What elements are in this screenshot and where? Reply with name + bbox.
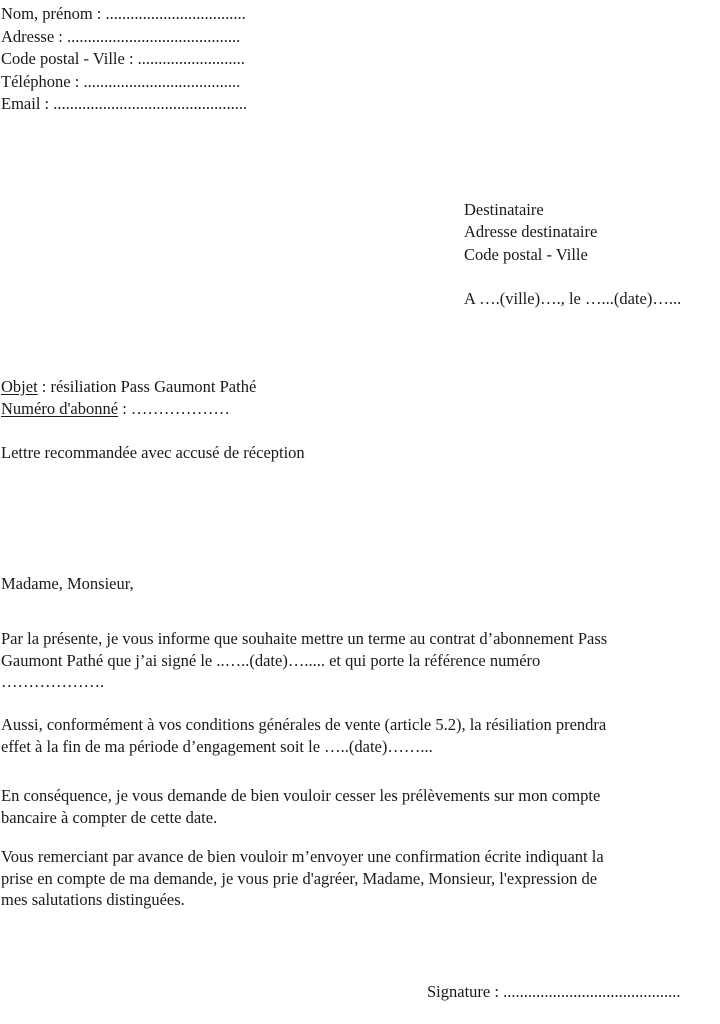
object-value: : résiliation Pass Gaumont Pathé	[37, 377, 257, 396]
paragraph-terms-reference	[1, 714, 606, 757]
recipient-postal-city: Code postal - Ville	[464, 244, 588, 264]
place-date-line: A ….(ville)…., le …...(date)…...	[464, 289, 682, 308]
recipient-block	[464, 199, 597, 266]
paragraph-line: mes salutations distinguées.	[1, 890, 185, 909]
paragraph-line: Vous remerciant par avance de bien vouloir m’envoyer une confirmation écrite indiquant la	[1, 847, 604, 866]
salutation: Madame, Monsieur,	[1, 574, 134, 593]
subscriber-number-label: Numéro d'abonné	[1, 399, 119, 418]
paragraph-line: En conséquence, je vous demande de bien vouloir cesser les prélèvements sur mon compte	[1, 786, 601, 805]
paragraph-termination-notice	[1, 628, 607, 693]
object-label: Objet	[1, 377, 38, 396]
paragraph-line: Aussi, conformément à vos conditions générales de vente (article 5.2), la résiliation prendra	[1, 715, 607, 734]
paragraph-line: Gaumont Pathé que j’ai signé le ..…..(date)…..... et qui porte la référence numéro	[1, 650, 541, 670]
recipient-address: Adresse destinataire	[464, 222, 598, 242]
sender-block	[1, 3, 247, 116]
subscriber-number-value: : ………………	[118, 399, 230, 418]
paragraph-line: effet à la fin de ma période d’engagement soit le …..(date)……...	[1, 736, 433, 756]
subscriber-number-line	[1, 398, 256, 420]
sender-phone-line: Téléphone : ......................................	[1, 71, 241, 91]
object-line	[1, 376, 256, 398]
sender-postal-city-line: Code postal - Ville : ..........................	[1, 49, 245, 69]
sender-email-line: Email : ...............................................	[1, 94, 248, 114]
object-block	[1, 376, 256, 420]
signature-line: Signature : ...........................................	[427, 982, 681, 1001]
registered-mail-note: Lettre recommandée avec accusé de réception	[1, 443, 305, 462]
sender-name-line: Nom, prénom : ..................................	[1, 4, 246, 23]
sender-address-line: Adresse : ..........................................	[1, 26, 241, 46]
paragraph-line: bancaire à compter de cette date.	[1, 807, 218, 827]
paragraph-line: Par la présente, je vous informe que souhaite mettre un terme au contrat d’abonnement Pass	[1, 629, 608, 648]
paragraph-stop-payments	[1, 785, 600, 828]
paragraph-line: ……………….	[1, 672, 105, 691]
paragraph-closing	[1, 846, 604, 911]
recipient-name: Destinataire	[464, 200, 544, 219]
paragraph-line: prise en compte de ma demande, je vous prie d'agréer, Madame, Monsieur, l'expression de	[1, 868, 598, 888]
